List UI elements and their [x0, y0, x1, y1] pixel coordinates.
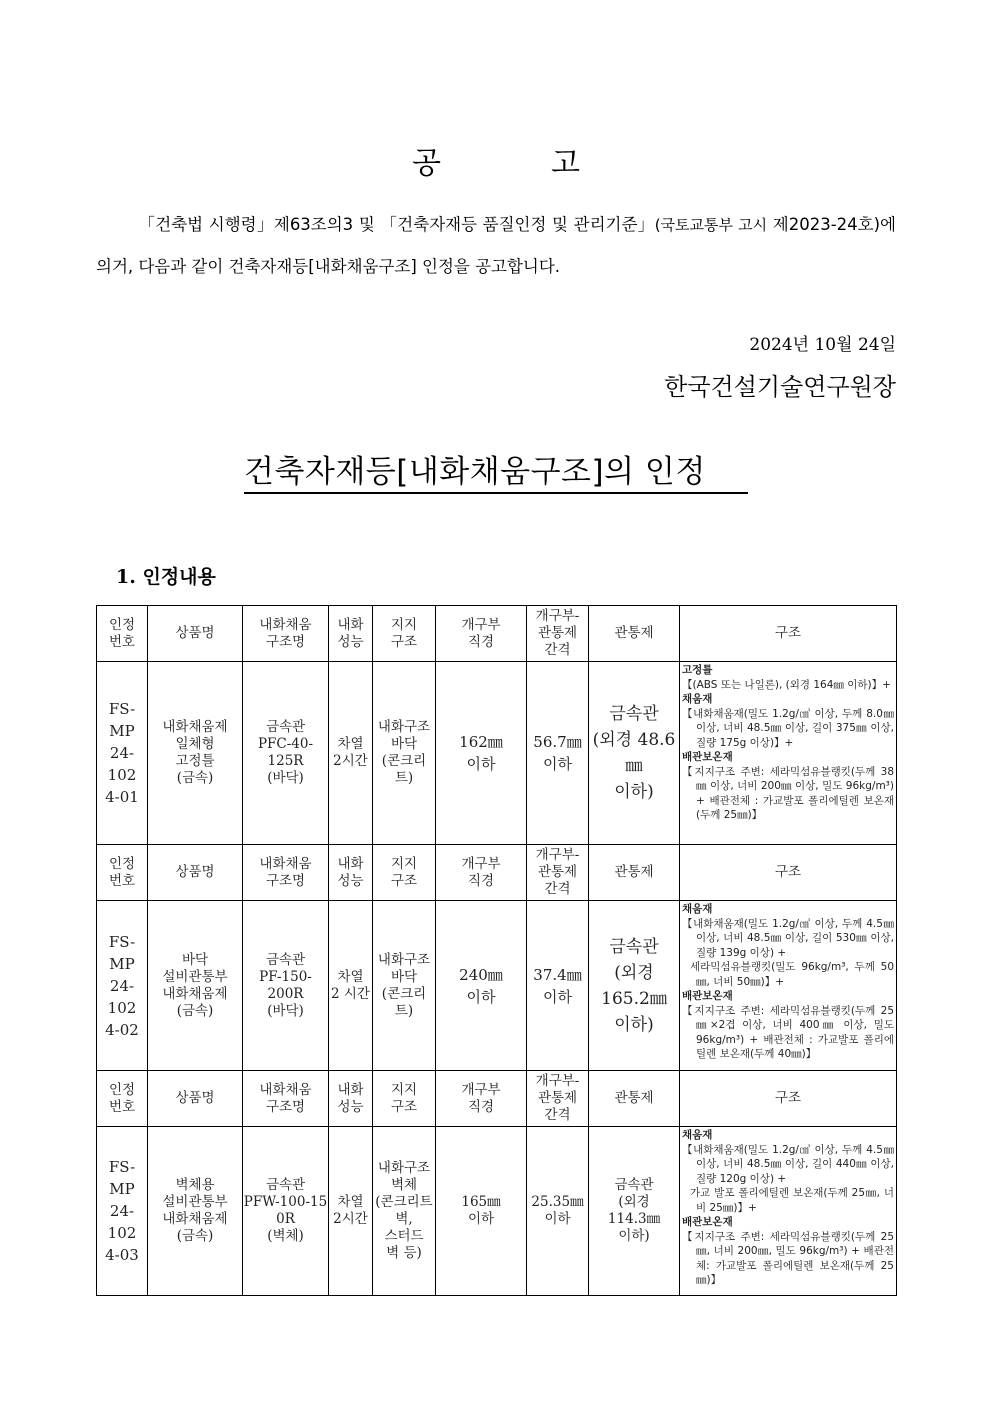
cell-structure-name-line: 금속관 — [265, 1177, 306, 1193]
header-cert-no-line: 인정 — [108, 616, 136, 633]
construction-body: 【내화채움재(밀도 1.2g/㎤ 이상, 두께 4.5㎜ 이상, 너비 48.5㎜ 이상, 길이 440㎜ 이상, 질량 120g 이상) + — [682, 1143, 894, 1185]
cell-penetrant — [589, 901, 680, 1071]
header-construction-line: 구조 — [774, 864, 802, 880]
cell-structure-name-line: 금속관 — [265, 951, 306, 968]
cell-cert-no-line: 4-03 — [105, 1246, 139, 1264]
cell-cert-no — [97, 901, 148, 1071]
table-row — [97, 901, 897, 1071]
cell-penetrant-line: (외경 — [618, 1194, 650, 1210]
construction-body: 【지지구조 주변: 세라믹섬유블랭킷(두께 25㎜×2겹 이상, 너비 400㎜ 이상, 밀도 96kg/m³) + 배관전체 : 가교발포 폴리에틸렌 보온재(두께 40㎜)】 — [682, 1004, 894, 1060]
header-gap-line: 간격 — [544, 1107, 571, 1123]
cell-penetrant-line: 금속관 — [609, 936, 659, 957]
cell-penetrant — [589, 662, 680, 845]
cell-gap-line: 이하 — [544, 1211, 571, 1227]
document-subtitle: 건축자재등[내화채움구조]의 인정 — [244, 452, 748, 494]
header-opening-dia-line: 직경 — [467, 1098, 495, 1115]
cell-product-line: 내화채움제 — [162, 985, 228, 1002]
cell-product-line: (금속) — [176, 1228, 214, 1244]
notice-title — [0, 138, 992, 182]
notice-date: 2024년 10월 24일 — [749, 335, 896, 355]
header-opening-dia-line: 개구부 — [461, 1081, 501, 1098]
cell-opening-dia-line: 162㎜ — [459, 733, 503, 751]
header-performance-line: 성능 — [337, 633, 364, 650]
cell-structure-name-line: 0R — [276, 1211, 295, 1227]
cell-support-line: 벽 등) — [386, 1245, 422, 1261]
cell-penetrant-line: (외경 48.6㎜ — [592, 730, 676, 776]
cell-gap-line: 56.7㎜ — [533, 733, 582, 751]
header-support-line: 구조 — [390, 872, 418, 889]
cell-product — [148, 662, 243, 845]
header-gap-line: 관통제 — [537, 1090, 578, 1106]
header-opening-dia-line: 개구부 — [461, 616, 501, 633]
header-opening-dia — [436, 606, 527, 662]
cell-product-line: 고정틀 — [175, 753, 215, 769]
header-penetrant — [589, 845, 680, 901]
header-construction — [680, 606, 897, 662]
cell-product — [148, 901, 243, 1071]
cell-opening-dia-line: 이하 — [466, 755, 496, 773]
header-support — [373, 845, 436, 901]
header-performance — [329, 845, 373, 901]
construction-body: 【내화채움재(밀도 1.2g/㎤ 이상, 두께 4.5㎜ 이상, 너비 48.5㎜ 이상, 길이 530㎜ 이상, 질량 139g 이상) + — [682, 917, 894, 959]
header-construction-line: 구조 — [774, 1090, 802, 1106]
cell-cert-no-line: 24-102 — [107, 744, 137, 784]
cell-structure-name-line: (바닥) — [267, 1002, 304, 1019]
header-gap-line: 개구부- — [535, 847, 580, 863]
cell-product-line: 벽체용 — [175, 1177, 215, 1193]
header-support-line: 구조 — [390, 633, 418, 650]
header-support — [373, 1071, 436, 1127]
cell-product-line: 설비관통부 — [162, 968, 228, 985]
cell-cert-no-line: FS-MP — [108, 1158, 136, 1198]
cell-gap — [527, 1127, 589, 1296]
header-structure-name-line: 내화채움 — [259, 616, 312, 633]
cell-support-line: 내화구조 — [377, 719, 431, 735]
cell-gap-line: 25.35㎜ — [531, 1194, 584, 1210]
cell-opening-dia-line: 240㎜ — [459, 965, 503, 984]
cell-product-line: (금속) — [176, 770, 214, 786]
cell-performance-line: 차열 — [337, 968, 364, 985]
cell-gap-line: 이하 — [543, 755, 572, 773]
cell-structure-name-line: (벽체) — [267, 1228, 304, 1244]
table-row — [97, 662, 897, 845]
cell-structure-name-line: PF-150-200R — [259, 968, 312, 1002]
section-heading: 1. 인정내용 — [116, 566, 216, 588]
cell-product-line: 내화채움제 — [162, 1211, 228, 1227]
header-product — [148, 606, 243, 662]
cell-support — [373, 1127, 436, 1296]
issuer-name: 한국건설기술연구원장 — [664, 373, 896, 401]
cell-penetrant-line: 이하) — [618, 1228, 650, 1244]
header-performance-line: 성능 — [337, 872, 364, 889]
header-penetrant-line: 관통제 — [614, 1090, 654, 1106]
header-gap-line: 개구부- — [535, 1073, 580, 1089]
cell-cert-no-line: 4-01 — [105, 788, 139, 806]
cell-penetrant-line: 이하) — [614, 782, 654, 802]
header-support-line: 지지 — [390, 855, 418, 872]
header-product-line: 상품명 — [175, 1090, 215, 1106]
header-gap — [527, 1071, 589, 1127]
cell-cert-no — [97, 662, 148, 845]
construction-heading: 배관보온재 — [682, 990, 733, 1002]
cell-penetrant-line: (외경 — [614, 962, 654, 983]
paragraph-part1: 「건축법 시행령」제63조의3 및 「건축자재등 품질인정 및 관리기준」 — [138, 215, 655, 234]
header-structure-name-line: 구조명 — [265, 633, 306, 650]
cell-opening-dia — [436, 662, 527, 845]
cell-penetrant-line: 이하) — [614, 1014, 654, 1035]
construction-continuation: 가교 발포 폴리에틸렌 보온재(두께 25㎜, 너비 25㎜)】+ — [690, 1187, 894, 1214]
cell-performance-line: 2시간 — [333, 1211, 368, 1227]
construction-heading: 배관보온재 — [682, 1216, 733, 1228]
cell-performance-line: 2 시간 — [331, 985, 370, 1002]
cell-support-line: (콘크리트 — [375, 1194, 433, 1210]
header-cert-no — [97, 1071, 148, 1127]
notice-title-right: 고 — [551, 146, 580, 181]
header-construction — [680, 1071, 897, 1127]
cell-gap — [527, 901, 589, 1071]
cell-gap-line: 37.4㎜ — [533, 965, 582, 984]
cell-construction — [680, 1127, 897, 1296]
header-structure-name-line: 내화채움 — [259, 855, 312, 872]
cell-support-line: 바닥 — [390, 736, 418, 752]
header-opening-dia-line: 직경 — [467, 872, 495, 889]
construction-heading: 채움재 — [682, 1129, 713, 1141]
cell-product-line: 설비관통부 — [162, 1194, 228, 1210]
header-gap — [527, 845, 589, 901]
header-performance — [329, 1071, 373, 1127]
header-product-line: 상품명 — [175, 864, 215, 880]
table-header-row — [97, 606, 897, 662]
header-support — [373, 606, 436, 662]
header-cert-no — [97, 606, 148, 662]
header-support-line: 구조 — [390, 1098, 418, 1115]
header-gap-line: 개구부- — [535, 608, 580, 624]
header-performance-line: 내화 — [337, 616, 364, 633]
table-row — [97, 1127, 897, 1296]
header-performance-line: 성능 — [337, 1098, 364, 1115]
cell-opening-dia — [436, 1127, 527, 1296]
construction-body: 【내화채움재(밀도 1.2g/㎤ 이상, 두께 8.0㎜ 이상, 너비 48.5㎜ 이상, 길이 375㎜ 이상, 질량 175g 이상)】+ — [682, 707, 894, 749]
cell-product-line: 일체형 — [175, 736, 215, 752]
cell-structure-name — [243, 1127, 329, 1296]
header-cert-no-line: 번호 — [108, 1098, 136, 1115]
paragraph-part3: 제2023-24호)에 의거, 다음과 같이 건축자재등[내화채움구조] 인정을 공고합니다. — [96, 215, 896, 276]
cell-gap-line: 이하 — [543, 987, 572, 1006]
construction-body: 【지지구조 주변: 세라믹섬유블랭킷(두께 25㎜, 너비 200㎜, 밀도 96kg/m³) + 배관전체: 가교발포 폴리에틸렌 보온재(두께 25㎜)】 — [682, 1230, 894, 1286]
cell-structure-name-line: PFC-40-125R — [257, 736, 314, 769]
cell-penetrant-line: 165.2㎜ — [601, 988, 667, 1009]
cell-cert-no-line: FS-MP — [108, 700, 136, 740]
cell-performance-line: 2시간 — [333, 753, 368, 769]
cell-product-line: 내화채움제 — [162, 719, 228, 735]
header-structure-name-line: 구조명 — [265, 1098, 306, 1115]
notice-title-left: 공 — [412, 146, 441, 181]
header-cert-no-line: 인정 — [108, 855, 136, 872]
cell-support-line: 내화구조 — [377, 951, 431, 968]
construction-heading: 채움재 — [682, 693, 713, 705]
construction-continuation: 세라믹섬유블랭킷(밀도 96kg/m³, 두께 50㎜, 너비 50㎜)】+ — [690, 961, 894, 988]
paragraph-part2: (국토교통부 고시 — [654, 216, 768, 234]
header-structure-name-line: 구조명 — [265, 872, 306, 889]
cell-support — [373, 901, 436, 1071]
cell-support-line: 스터드 — [384, 1228, 424, 1244]
header-performance-line: 내화 — [337, 855, 364, 872]
cell-support-line: 벽체 — [390, 1177, 418, 1193]
cell-support-line: 벽, — [395, 1211, 413, 1227]
header-product — [148, 1071, 243, 1127]
header-support-line: 지지 — [390, 616, 418, 633]
cell-construction — [680, 662, 897, 845]
table-header-row — [97, 1071, 897, 1127]
cell-structure-name-line: (바닥) — [267, 770, 304, 786]
header-construction-line: 구조 — [774, 625, 802, 641]
header-opening-dia-line: 직경 — [467, 633, 495, 650]
header-gap — [527, 606, 589, 662]
construction-body: 【지지구조 주변: 세라믹섬유블랭킷(두께 38㎜ 이상, 너비 200㎜ 이상, 밀도 96kg/m³) + 배관전체 : 가교발포 폴리에틸렌 보온재(두께 25㎜)】 — [682, 765, 894, 821]
header-gap-line: 간격 — [544, 642, 571, 658]
header-product — [148, 845, 243, 901]
cell-penetrant-line: 금속관 — [614, 1177, 654, 1193]
cell-opening-dia-line: 165㎜ — [461, 1194, 501, 1210]
header-performance — [329, 606, 373, 662]
header-penetrant — [589, 606, 680, 662]
construction-heading: 배관보온재 — [682, 751, 733, 763]
cell-cert-no-line: 24-102 — [107, 1202, 137, 1242]
cell-opening-dia-line: 이하 — [467, 1211, 495, 1227]
cell-cert-no — [97, 1127, 148, 1296]
cell-opening-dia — [436, 901, 527, 1071]
cell-structure-name — [243, 662, 329, 845]
construction-heading: 채움재 — [682, 903, 713, 915]
header-construction — [680, 845, 897, 901]
header-support-line: 지지 — [390, 1081, 418, 1098]
header-gap-line: 간격 — [544, 881, 571, 897]
header-opening-dia-line: 개구부 — [461, 855, 501, 872]
header-structure-name — [243, 1071, 329, 1127]
header-structure-name-line: 내화채움 — [259, 1081, 312, 1098]
header-performance-line: 내화 — [337, 1081, 364, 1098]
header-product-line: 상품명 — [175, 625, 215, 641]
cell-performance — [329, 662, 373, 845]
header-cert-no-line: 번호 — [108, 872, 136, 889]
notice-paragraph — [96, 204, 896, 288]
cell-penetrant-line: 금속관 — [609, 704, 659, 724]
header-penetrant-line: 관통제 — [614, 864, 654, 880]
cell-penetrant — [589, 1127, 680, 1296]
cell-performance — [329, 901, 373, 1071]
header-gap-line: 관통제 — [537, 864, 578, 880]
cell-performance — [329, 1127, 373, 1296]
header-cert-no — [97, 845, 148, 901]
cell-product-line: (금속) — [176, 1002, 214, 1019]
cell-support-line: (콘크리트) — [381, 753, 427, 786]
cell-support — [373, 662, 436, 845]
header-gap-line: 관통제 — [537, 625, 578, 641]
cell-support-line: 내화구조 — [377, 1160, 431, 1176]
cell-construction — [680, 901, 897, 1071]
cell-product-line: 바닥 — [181, 951, 209, 968]
header-structure-name — [243, 606, 329, 662]
table-header-row — [97, 845, 897, 901]
header-penetrant-line: 관통제 — [614, 625, 654, 641]
header-penetrant — [589, 1071, 680, 1127]
cell-support-line: 바닥 — [390, 968, 418, 985]
cell-product — [148, 1127, 243, 1296]
header-structure-name — [243, 845, 329, 901]
cell-performance-line: 차열 — [337, 1194, 364, 1210]
cell-performance-line: 차열 — [337, 736, 364, 752]
cell-structure-name — [243, 901, 329, 1071]
cell-opening-dia-line: 이하 — [466, 987, 496, 1006]
cell-support-line: (콘크리트) — [381, 985, 427, 1019]
cell-cert-no-line: FS-MP — [108, 932, 136, 973]
construction-body: 【(ABS 또는 나일론), (외경 164㎜ 이하)】+ — [682, 678, 891, 691]
cell-penetrant-line: 114.3㎜ — [607, 1211, 661, 1227]
certification-table — [96, 605, 897, 1296]
header-cert-no-line: 번호 — [108, 633, 136, 650]
cell-cert-no-line: 4-02 — [105, 1020, 139, 1039]
header-cert-no-line: 인정 — [108, 1081, 136, 1098]
cell-structure-name-line: 금속관 — [265, 719, 306, 735]
header-opening-dia — [436, 1071, 527, 1127]
cell-cert-no-line: 24-102 — [107, 976, 137, 1017]
cell-structure-name-line: PFW-100-15 — [243, 1194, 328, 1210]
cell-gap — [527, 662, 589, 845]
construction-heading: 고정틀 — [682, 664, 713, 676]
header-opening-dia — [436, 845, 527, 901]
